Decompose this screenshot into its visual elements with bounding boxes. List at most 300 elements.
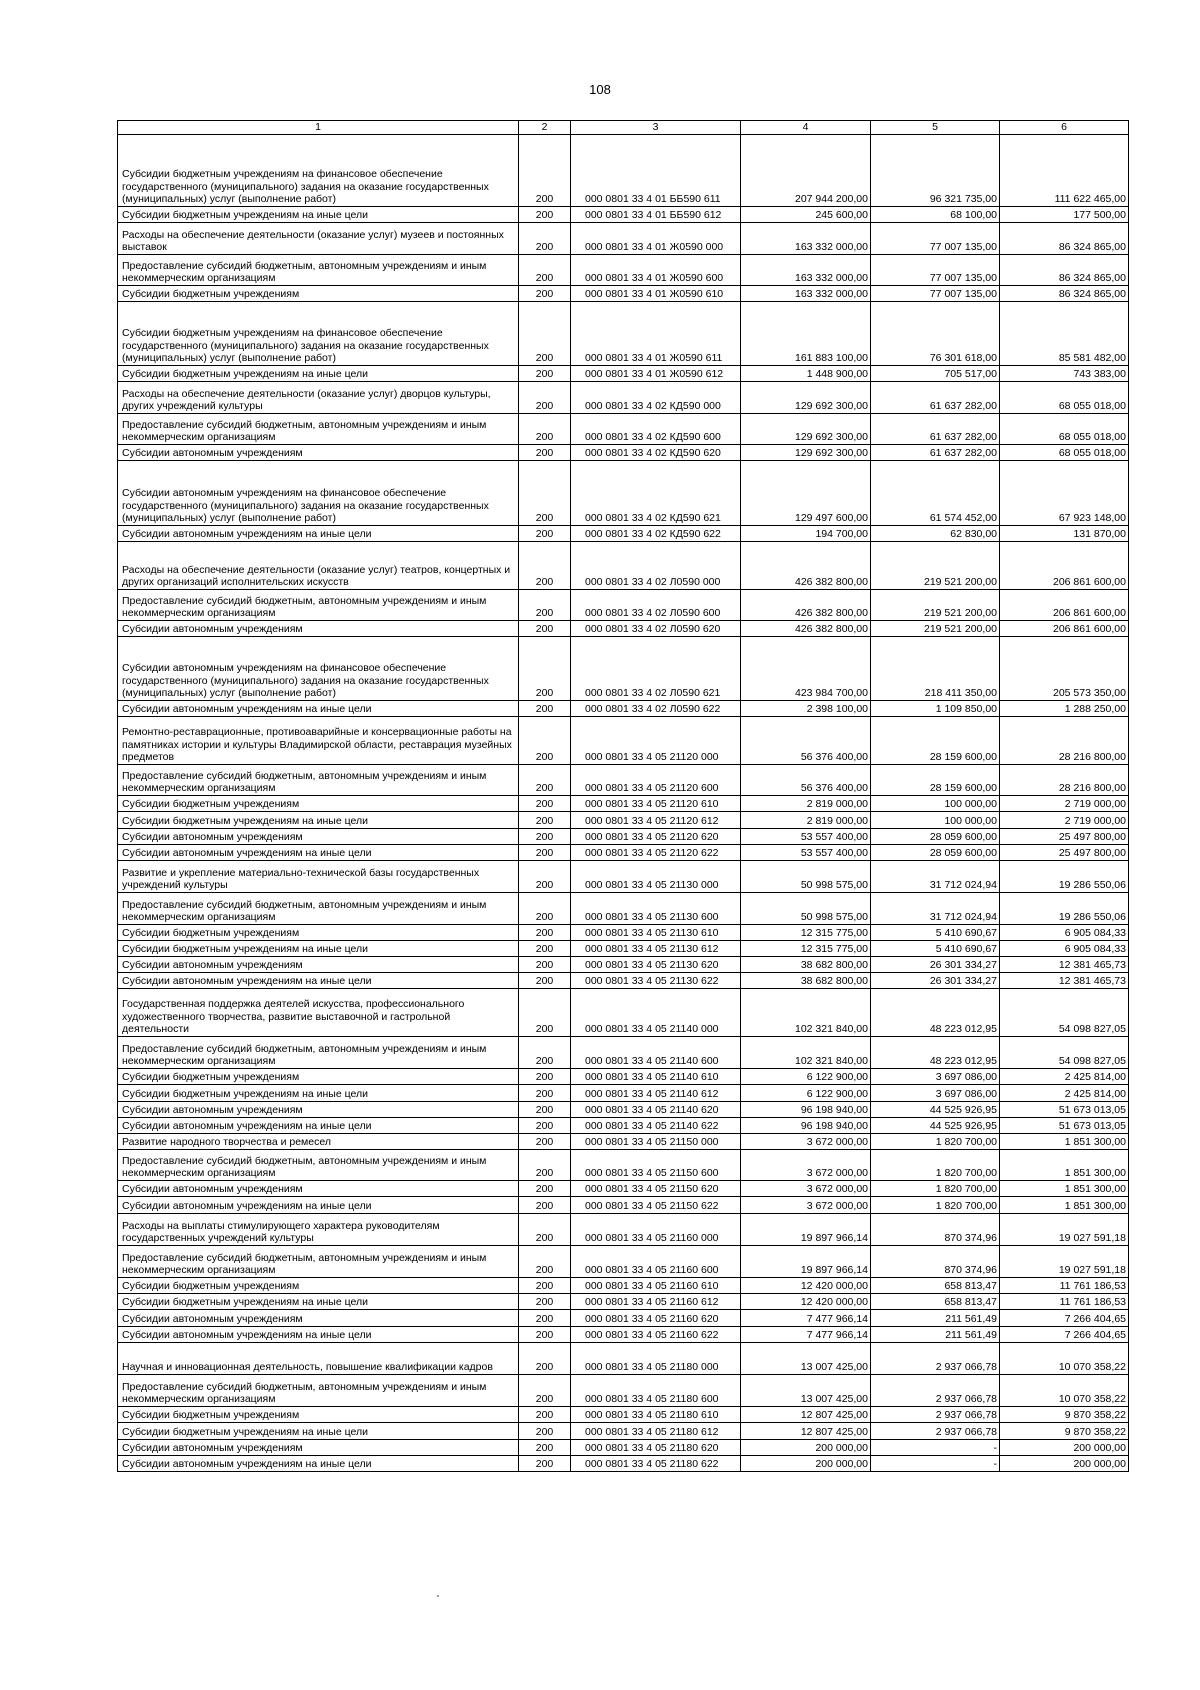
row-code-cell: 200 xyxy=(519,717,571,765)
row-code-cell: 200 xyxy=(519,223,571,255)
row-amount-remaining-cell: 67 923 148,00 xyxy=(1000,461,1129,526)
row-amount-remaining-cell: 51 673 013,05 xyxy=(1000,1118,1129,1134)
row-classification-cell: 000 0801 33 4 01 Ж0590 610 xyxy=(571,286,741,302)
row-classification-cell: 000 0801 33 4 05 21120 612 xyxy=(571,812,741,829)
table-row xyxy=(118,1197,1129,1214)
row-amount-approved-cell: 56 376 400,00 xyxy=(741,717,871,765)
row-amount-remaining-cell: 6 905 084,33 xyxy=(1000,941,1129,957)
table-row xyxy=(118,717,1129,765)
row-classification-cell: 000 0801 33 4 02 Л0590 622 xyxy=(571,701,741,717)
row-amount-executed-cell: 5 410 690,67 xyxy=(871,941,1000,957)
row-amount-remaining-cell: 51 673 013,05 xyxy=(1000,1102,1129,1118)
row-amount-approved-cell: 245 600,00 xyxy=(741,207,871,223)
row-code-cell: 200 xyxy=(519,765,571,796)
row-amount-approved-cell: 3 672 000,00 xyxy=(741,1134,871,1150)
row-amount-approved-cell: 426 382 800,00 xyxy=(741,621,871,637)
row-classification-cell: 000 0801 33 4 01 Ж0590 612 xyxy=(571,366,741,382)
row-amount-approved-cell: 12 807 425,00 xyxy=(741,1423,871,1440)
row-code-cell: 200 xyxy=(519,1037,571,1069)
row-classification-cell: 000 0801 33 4 05 21130 600 xyxy=(571,893,741,925)
row-amount-approved-cell: 2 398 100,00 xyxy=(741,701,871,717)
table-row xyxy=(118,989,1129,1037)
row-classification-cell: 000 0801 33 4 02 Л0590 000 xyxy=(571,542,741,590)
row-classification-cell: 000 0801 33 4 05 21140 600 xyxy=(571,1037,741,1069)
row-amount-approved-cell: 163 332 000,00 xyxy=(741,255,871,286)
table-row xyxy=(118,542,1129,590)
row-amount-executed-cell: 28 159 600,00 xyxy=(871,765,1000,796)
row-code-cell: 200 xyxy=(519,1069,571,1085)
row-code-cell: 200 xyxy=(519,542,571,590)
table-row xyxy=(118,845,1129,861)
row-amount-approved-cell: 53 557 400,00 xyxy=(741,829,871,845)
row-classification-cell: 000 0801 33 4 05 21140 000 xyxy=(571,989,741,1037)
row-classification-cell: 000 0801 33 4 05 21180 612 xyxy=(571,1423,741,1440)
row-amount-remaining-cell: 111 622 465,00 xyxy=(1000,135,1129,207)
row-code-cell: 200 xyxy=(519,414,571,445)
row-amount-executed-cell: 96 321 735,00 xyxy=(871,135,1000,207)
row-name-cell: Предоставление субсидий бюджетным, автономным учреждениям и иным некоммерческим организациям xyxy=(118,255,519,286)
row-name-cell: Предоставление субсидий бюджетным, автономным учреждениям и иным некоммерческим организациям xyxy=(118,765,519,796)
table-row xyxy=(118,223,1129,255)
row-classification-cell: 000 0801 33 4 05 21130 610 xyxy=(571,925,741,941)
row-name-cell: Субсидии бюджетным учреждениям на финансовое обеспечение государственного (муниципального) задания на оказание государственных (муниципальных) услуг (выполнение работ) xyxy=(118,302,519,366)
row-classification-cell: 000 0801 33 4 01 ББ590 611 xyxy=(571,135,741,207)
row-name-cell: Субсидии автономным учреждениям на иные цели xyxy=(118,1327,519,1343)
row-amount-remaining-cell: 10 070 358,22 xyxy=(1000,1375,1129,1407)
row-amount-executed-cell: 1 109 850,00 xyxy=(871,701,1000,717)
row-code-cell: 200 xyxy=(519,1085,571,1102)
table-row xyxy=(118,941,1129,957)
row-classification-cell: 000 0801 33 4 01 ББ590 612 xyxy=(571,207,741,223)
row-amount-remaining-cell: 12 381 465,73 xyxy=(1000,957,1129,973)
row-amount-remaining-cell: 205 573 350,00 xyxy=(1000,637,1129,701)
row-amount-executed-cell: 48 223 012,95 xyxy=(871,1037,1000,1069)
row-amount-executed-cell: 658 813,47 xyxy=(871,1294,1000,1310)
row-classification-cell: 000 0801 33 4 05 21150 620 xyxy=(571,1181,741,1197)
row-amount-approved-cell: 19 897 966,14 xyxy=(741,1214,871,1246)
row-classification-cell: 000 0801 33 4 02 КД590 000 xyxy=(571,382,741,414)
row-amount-approved-cell: 102 321 840,00 xyxy=(741,1037,871,1069)
table-row xyxy=(118,1343,1129,1375)
row-amount-approved-cell: 96 198 940,00 xyxy=(741,1118,871,1134)
row-amount-executed-cell: 61 637 282,00 xyxy=(871,445,1000,461)
row-code-cell: 200 xyxy=(519,1150,571,1181)
table-row xyxy=(118,286,1129,302)
table-row xyxy=(118,973,1129,989)
row-code-cell: 200 xyxy=(519,845,571,861)
row-amount-remaining-cell: 9 870 358,22 xyxy=(1000,1423,1129,1440)
row-code-cell: 200 xyxy=(519,1423,571,1440)
row-code-cell: 200 xyxy=(519,893,571,925)
column-header: 2 xyxy=(519,121,571,135)
row-code-cell: 200 xyxy=(519,1327,571,1343)
row-code-cell: 200 xyxy=(519,701,571,717)
page-number: 108 xyxy=(589,82,611,97)
row-code-cell: 200 xyxy=(519,1407,571,1423)
row-amount-remaining-cell: 200 000,00 xyxy=(1000,1440,1129,1456)
row-code-cell: 200 xyxy=(519,1310,571,1327)
row-code-cell: 200 xyxy=(519,1246,571,1278)
row-code-cell: 200 xyxy=(519,207,571,223)
row-name-cell: Предоставление субсидий бюджетным, автономным учреждениям и иным некоммерческим организациям xyxy=(118,414,519,445)
row-classification-cell: 000 0801 33 4 05 21160 620 xyxy=(571,1310,741,1327)
table-row xyxy=(118,1407,1129,1423)
row-code-cell: 200 xyxy=(519,989,571,1037)
row-classification-cell: 000 0801 33 4 05 21180 600 xyxy=(571,1375,741,1407)
row-amount-approved-cell: 3 672 000,00 xyxy=(741,1197,871,1214)
row-classification-cell: 000 0801 33 4 02 КД590 600 xyxy=(571,414,741,445)
row-code-cell: 200 xyxy=(519,861,571,893)
row-classification-cell: 000 0801 33 4 05 21180 000 xyxy=(571,1343,741,1375)
row-name-cell: Субсидии автономным учреждениям xyxy=(118,829,519,845)
row-classification-cell: 000 0801 33 4 05 21160 600 xyxy=(571,1246,741,1278)
row-name-cell: Субсидии бюджетным учреждениям на иные цели xyxy=(118,207,519,223)
row-code-cell: 200 xyxy=(519,1214,571,1246)
row-name-cell: Государственная поддержка деятелей искусства, профессионального художественного творчества, развитие выставочной и гастрольной деятельности xyxy=(118,989,519,1037)
row-amount-remaining-cell: 28 216 800,00 xyxy=(1000,717,1129,765)
row-code-cell: 200 xyxy=(519,526,571,542)
row-classification-cell: 000 0801 33 4 05 21160 000 xyxy=(571,1214,741,1246)
row-amount-approved-cell: 13 007 425,00 xyxy=(741,1343,871,1375)
row-amount-approved-cell: 50 998 575,00 xyxy=(741,893,871,925)
row-amount-executed-cell: - xyxy=(871,1440,1000,1456)
row-code-cell: 200 xyxy=(519,366,571,382)
row-amount-remaining-cell: 68 055 018,00 xyxy=(1000,414,1129,445)
table-row xyxy=(118,812,1129,829)
row-code-cell: 200 xyxy=(519,590,571,621)
row-code-cell: 200 xyxy=(519,382,571,414)
row-classification-cell: 000 0801 33 4 01 Ж0590 000 xyxy=(571,223,741,255)
row-amount-remaining-cell: 19 286 550,06 xyxy=(1000,861,1129,893)
row-code-cell: 200 xyxy=(519,1197,571,1214)
table-row xyxy=(118,1294,1129,1310)
table-row xyxy=(118,957,1129,973)
row-amount-remaining-cell: 2 719 000,00 xyxy=(1000,796,1129,812)
table-row xyxy=(118,1037,1129,1069)
row-amount-remaining-cell: 206 861 600,00 xyxy=(1000,542,1129,590)
row-amount-approved-cell: 207 944 200,00 xyxy=(741,135,871,207)
row-amount-executed-cell: 219 521 200,00 xyxy=(871,621,1000,637)
row-code-cell: 200 xyxy=(519,796,571,812)
row-amount-approved-cell: 7 477 966,14 xyxy=(741,1327,871,1343)
row-classification-cell: 000 0801 33 4 05 21120 620 xyxy=(571,829,741,845)
row-name-cell: Развитие и укрепление материально-технической базы государственных учреждений культуры xyxy=(118,861,519,893)
row-amount-executed-cell: 219 521 200,00 xyxy=(871,590,1000,621)
row-amount-remaining-cell: 2 425 814,00 xyxy=(1000,1069,1129,1085)
row-amount-executed-cell: 77 007 135,00 xyxy=(871,223,1000,255)
row-code-cell: 200 xyxy=(519,1134,571,1150)
row-amount-executed-cell: 68 100,00 xyxy=(871,207,1000,223)
row-name-cell: Субсидии автономным учреждениям xyxy=(118,957,519,973)
table-row xyxy=(118,861,1129,893)
row-name-cell: Субсидии автономным учреждениям на финансовое обеспечение государственного (муниципального) задания на оказание государственных (муниципальных) услуг (выполнение работ) xyxy=(118,637,519,701)
row-name-cell: Расходы на выплаты стимулирующего характера руководителям государственных учреждений культуры xyxy=(118,1214,519,1246)
row-amount-approved-cell: 161 883 100,00 xyxy=(741,302,871,366)
row-code-cell: 200 xyxy=(519,812,571,829)
row-name-cell: Расходы на обеспечение деятельности (оказание услуг) музеев и постоянных выставок xyxy=(118,223,519,255)
table-row xyxy=(118,1181,1129,1197)
row-amount-remaining-cell: 54 098 827,05 xyxy=(1000,989,1129,1037)
row-amount-executed-cell: 100 000,00 xyxy=(871,796,1000,812)
row-amount-remaining-cell: 68 055 018,00 xyxy=(1000,382,1129,414)
row-amount-remaining-cell: 1 288 250,00 xyxy=(1000,701,1129,717)
row-code-cell: 200 xyxy=(519,1102,571,1118)
row-name-cell: Научная и инновационная деятельность, повышение квалификации кадров xyxy=(118,1343,519,1375)
row-amount-approved-cell: 3 672 000,00 xyxy=(741,1181,871,1197)
row-code-cell: 200 xyxy=(519,255,571,286)
table-row xyxy=(118,637,1129,701)
row-name-cell: Субсидии бюджетным учреждениям xyxy=(118,1278,519,1294)
row-amount-executed-cell: 77 007 135,00 xyxy=(871,255,1000,286)
row-amount-approved-cell: 19 897 966,14 xyxy=(741,1246,871,1278)
row-name-cell: Субсидии бюджетным учреждениям xyxy=(118,1069,519,1085)
row-amount-approved-cell: 13 007 425,00 xyxy=(741,1375,871,1407)
row-code-cell: 200 xyxy=(519,973,571,989)
table-row xyxy=(118,135,1129,207)
table-row xyxy=(118,1310,1129,1327)
row-classification-cell: 000 0801 33 4 05 21130 612 xyxy=(571,941,741,957)
row-classification-cell: 000 0801 33 4 05 21150 622 xyxy=(571,1197,741,1214)
row-name-cell: Субсидии бюджетным учреждениям на иные цели xyxy=(118,366,519,382)
row-amount-executed-cell: 1 820 700,00 xyxy=(871,1150,1000,1181)
table-row xyxy=(118,1440,1129,1456)
table-row xyxy=(118,1278,1129,1294)
table-row xyxy=(118,1118,1129,1134)
row-amount-executed-cell: 705 517,00 xyxy=(871,366,1000,382)
row-amount-executed-cell: 1 820 700,00 xyxy=(871,1181,1000,1197)
table-row xyxy=(118,765,1129,796)
row-code-cell: 200 xyxy=(519,286,571,302)
row-classification-cell: 000 0801 33 4 05 21180 620 xyxy=(571,1440,741,1456)
row-name-cell: Предоставление субсидий бюджетным, автономным учреждениям и иным некоммерческим организациям xyxy=(118,893,519,925)
row-classification-cell: 000 0801 33 4 05 21140 612 xyxy=(571,1085,741,1102)
table-row xyxy=(118,1214,1129,1246)
row-amount-remaining-cell: 1 851 300,00 xyxy=(1000,1181,1129,1197)
row-classification-cell: 000 0801 33 4 02 КД590 622 xyxy=(571,526,741,542)
row-name-cell: Субсидии автономным учреждениям xyxy=(118,1102,519,1118)
row-amount-approved-cell: 2 819 000,00 xyxy=(741,812,871,829)
row-amount-approved-cell: 426 382 800,00 xyxy=(741,542,871,590)
row-classification-cell: 000 0801 33 4 05 21140 610 xyxy=(571,1069,741,1085)
row-amount-remaining-cell: 11 761 186,53 xyxy=(1000,1294,1129,1310)
row-classification-cell: 000 0801 33 4 05 21180 622 xyxy=(571,1456,741,1472)
row-amount-remaining-cell: 206 861 600,00 xyxy=(1000,621,1129,637)
row-name-cell: Субсидии бюджетным учреждениям на иные цели xyxy=(118,1294,519,1310)
row-amount-remaining-cell: 206 861 600,00 xyxy=(1000,590,1129,621)
row-name-cell: Субсидии автономным учреждениям xyxy=(118,1181,519,1197)
row-amount-approved-cell: 2 819 000,00 xyxy=(741,796,871,812)
row-amount-remaining-cell: 19 027 591,18 xyxy=(1000,1246,1129,1278)
row-code-cell: 200 xyxy=(519,1456,571,1472)
row-amount-approved-cell: 6 122 900,00 xyxy=(741,1085,871,1102)
row-code-cell: 200 xyxy=(519,1181,571,1197)
row-amount-remaining-cell: 85 581 482,00 xyxy=(1000,302,1129,366)
row-amount-executed-cell: 31 712 024,94 xyxy=(871,893,1000,925)
row-amount-executed-cell: 26 301 334,27 xyxy=(871,973,1000,989)
row-classification-cell: 000 0801 33 4 05 21160 612 xyxy=(571,1294,741,1310)
row-amount-approved-cell: 96 198 940,00 xyxy=(741,1102,871,1118)
row-amount-executed-cell: 48 223 012,95 xyxy=(871,989,1000,1037)
row-amount-remaining-cell: 177 500,00 xyxy=(1000,207,1129,223)
table-row xyxy=(118,1375,1129,1407)
row-name-cell: Развитие народного творчества и ремесел xyxy=(118,1134,519,1150)
row-amount-executed-cell: 44 525 926,95 xyxy=(871,1118,1000,1134)
table-row xyxy=(118,1423,1129,1440)
row-classification-cell: 000 0801 33 4 02 КД590 620 xyxy=(571,445,741,461)
row-amount-approved-cell: 102 321 840,00 xyxy=(741,989,871,1037)
row-amount-executed-cell: - xyxy=(871,1456,1000,1472)
row-amount-remaining-cell: 28 216 800,00 xyxy=(1000,765,1129,796)
row-name-cell: Субсидии бюджетным учреждениям на иные цели xyxy=(118,941,519,957)
row-amount-approved-cell: 1 448 900,00 xyxy=(741,366,871,382)
row-amount-approved-cell: 12 315 775,00 xyxy=(741,925,871,941)
row-amount-approved-cell: 194 700,00 xyxy=(741,526,871,542)
row-classification-cell: 000 0801 33 4 05 21130 620 xyxy=(571,957,741,973)
table-row xyxy=(118,893,1129,925)
row-classification-cell: 000 0801 33 4 05 21150 000 xyxy=(571,1134,741,1150)
row-name-cell: Субсидии бюджетным учреждениям на иные цели xyxy=(118,812,519,829)
column-header: 6 xyxy=(1000,121,1129,135)
row-name-cell: Субсидии автономным учреждениям на иные цели xyxy=(118,1197,519,1214)
row-amount-approved-cell: 129 692 300,00 xyxy=(741,414,871,445)
row-amount-remaining-cell: 12 381 465,73 xyxy=(1000,973,1129,989)
table-row xyxy=(118,829,1129,845)
row-name-cell: Субсидии автономным учреждениям на иные цели xyxy=(118,701,519,717)
row-amount-executed-cell: 77 007 135,00 xyxy=(871,286,1000,302)
row-amount-remaining-cell: 10 070 358,22 xyxy=(1000,1343,1129,1375)
row-code-cell: 200 xyxy=(519,461,571,526)
row-amount-approved-cell: 129 692 300,00 xyxy=(741,445,871,461)
row-name-cell: Субсидии автономным учреждениям на иные цели xyxy=(118,1456,519,1472)
table-row xyxy=(118,1150,1129,1181)
row-name-cell: Субсидии автономным учреждениям на иные цели xyxy=(118,526,519,542)
row-amount-remaining-cell: 86 324 865,00 xyxy=(1000,223,1129,255)
row-name-cell: Предоставление субсидий бюджетным, автономным учреждениям и иным некоммерческим организациям xyxy=(118,1150,519,1181)
row-amount-remaining-cell: 7 266 404,65 xyxy=(1000,1327,1129,1343)
row-name-cell: Субсидии бюджетным учреждениям xyxy=(118,286,519,302)
row-amount-approved-cell: 6 122 900,00 xyxy=(741,1069,871,1085)
row-code-cell: 200 xyxy=(519,621,571,637)
row-amount-executed-cell: 1 820 700,00 xyxy=(871,1197,1000,1214)
table-body xyxy=(118,135,1129,1472)
row-amount-executed-cell: 3 697 086,00 xyxy=(871,1085,1000,1102)
row-code-cell: 200 xyxy=(519,941,571,957)
table-row xyxy=(118,1246,1129,1278)
row-classification-cell: 000 0801 33 4 05 21150 600 xyxy=(571,1150,741,1181)
row-amount-approved-cell: 423 984 700,00 xyxy=(741,637,871,701)
row-amount-executed-cell: 26 301 334,27 xyxy=(871,957,1000,973)
row-amount-remaining-cell: 11 761 186,53 xyxy=(1000,1278,1129,1294)
row-amount-approved-cell: 129 692 300,00 xyxy=(741,382,871,414)
row-code-cell: 200 xyxy=(519,1294,571,1310)
row-amount-approved-cell: 50 998 575,00 xyxy=(741,861,871,893)
row-amount-remaining-cell: 86 324 865,00 xyxy=(1000,286,1129,302)
scan-mark xyxy=(437,1595,439,1597)
row-amount-remaining-cell: 2 425 814,00 xyxy=(1000,1085,1129,1102)
table-row xyxy=(118,207,1129,223)
row-amount-executed-cell: 211 561,49 xyxy=(871,1327,1000,1343)
row-classification-cell: 000 0801 33 4 02 Л0590 620 xyxy=(571,621,741,637)
row-name-cell: Расходы на обеспечение деятельности (оказание услуг) дворцов культуры, других учреждений культуры xyxy=(118,382,519,414)
row-amount-executed-cell: 2 937 066,78 xyxy=(871,1423,1000,1440)
table-row xyxy=(118,255,1129,286)
row-amount-approved-cell: 3 672 000,00 xyxy=(741,1150,871,1181)
row-name-cell: Субсидии автономным учреждениям на финансовое обеспечение государственного (муниципального) задания на оказание государственных (муниципальных) услуг (выполнение работ) xyxy=(118,461,519,526)
row-classification-cell: 000 0801 33 4 05 21120 622 xyxy=(571,845,741,861)
row-amount-approved-cell: 163 332 000,00 xyxy=(741,286,871,302)
row-code-cell: 200 xyxy=(519,1375,571,1407)
row-name-cell: Расходы на обеспечение деятельности (оказание услуг) театров, концертных и других организаций исполнительских искусств xyxy=(118,542,519,590)
row-name-cell: Субсидии автономным учреждениям xyxy=(118,1440,519,1456)
row-amount-remaining-cell: 743 383,00 xyxy=(1000,366,1129,382)
row-amount-executed-cell: 2 937 066,78 xyxy=(871,1375,1000,1407)
column-header: 4 xyxy=(741,121,871,135)
row-classification-cell: 000 0801 33 4 02 Л0590 621 xyxy=(571,637,741,701)
row-amount-executed-cell: 100 000,00 xyxy=(871,812,1000,829)
row-amount-remaining-cell: 19 286 550,06 xyxy=(1000,893,1129,925)
row-name-cell: Предоставление субсидий бюджетным, автономным учреждениям и иным некоммерческим организациям xyxy=(118,590,519,621)
table-row xyxy=(118,621,1129,637)
table-row xyxy=(118,1102,1129,1118)
row-name-cell: Субсидии автономным учреждениям на иные цели xyxy=(118,1118,519,1134)
row-amount-executed-cell: 658 813,47 xyxy=(871,1278,1000,1294)
row-amount-approved-cell: 7 477 966,14 xyxy=(741,1310,871,1327)
row-name-cell: Предоставление субсидий бюджетным, автономным учреждениям и иным некоммерческим организациям xyxy=(118,1375,519,1407)
row-amount-remaining-cell: 131 870,00 xyxy=(1000,526,1129,542)
row-amount-remaining-cell: 7 266 404,65 xyxy=(1000,1310,1129,1327)
table-row xyxy=(118,1069,1129,1085)
row-amount-approved-cell: 200 000,00 xyxy=(741,1456,871,1472)
row-name-cell: Субсидии автономным учреждениям xyxy=(118,445,519,461)
row-code-cell: 200 xyxy=(519,135,571,207)
table-row xyxy=(118,526,1129,542)
row-classification-cell: 000 0801 33 4 05 21140 620 xyxy=(571,1102,741,1118)
row-classification-cell: 000 0801 33 4 02 Л0590 600 xyxy=(571,590,741,621)
column-header: 3 xyxy=(571,121,741,135)
row-amount-approved-cell: 12 420 000,00 xyxy=(741,1294,871,1310)
row-classification-cell: 000 0801 33 4 05 21130 622 xyxy=(571,973,741,989)
table-row xyxy=(118,1085,1129,1102)
row-name-cell: Субсидии бюджетным учреждениям на финансовое обеспечение государственного (муниципального) задания на оказание государственных (муниципальных) услуг (выполнение работ) xyxy=(118,135,519,207)
row-amount-executed-cell: 76 301 618,00 xyxy=(871,302,1000,366)
row-name-cell: Субсидии бюджетным учреждениям xyxy=(118,1407,519,1423)
row-classification-cell: 000 0801 33 4 01 Ж0590 611 xyxy=(571,302,741,366)
column-header: 5 xyxy=(871,121,1000,135)
table-row xyxy=(118,445,1129,461)
row-amount-approved-cell: 12 420 000,00 xyxy=(741,1278,871,1294)
row-code-cell: 200 xyxy=(519,637,571,701)
row-amount-approved-cell: 200 000,00 xyxy=(741,1440,871,1456)
row-amount-executed-cell: 61 637 282,00 xyxy=(871,414,1000,445)
row-code-cell: 200 xyxy=(519,829,571,845)
row-amount-remaining-cell: 1 851 300,00 xyxy=(1000,1150,1129,1181)
row-amount-executed-cell: 61 637 282,00 xyxy=(871,382,1000,414)
row-amount-executed-cell: 870 374,96 xyxy=(871,1246,1000,1278)
budget-table xyxy=(117,120,1129,1472)
table-row xyxy=(118,461,1129,526)
table-row xyxy=(118,1456,1129,1472)
row-amount-remaining-cell: 2 719 000,00 xyxy=(1000,812,1129,829)
row-amount-executed-cell: 3 697 086,00 xyxy=(871,1069,1000,1085)
row-amount-executed-cell: 218 411 350,00 xyxy=(871,637,1000,701)
row-name-cell: Предоставление субсидий бюджетным, автономным учреждениям и иным некоммерческим организациям xyxy=(118,1037,519,1069)
row-code-cell: 200 xyxy=(519,957,571,973)
table-header-row xyxy=(118,121,1129,135)
row-amount-executed-cell: 31 712 024,94 xyxy=(871,861,1000,893)
row-amount-approved-cell: 56 376 400,00 xyxy=(741,765,871,796)
table-row xyxy=(118,382,1129,414)
row-amount-remaining-cell: 25 497 800,00 xyxy=(1000,845,1129,861)
